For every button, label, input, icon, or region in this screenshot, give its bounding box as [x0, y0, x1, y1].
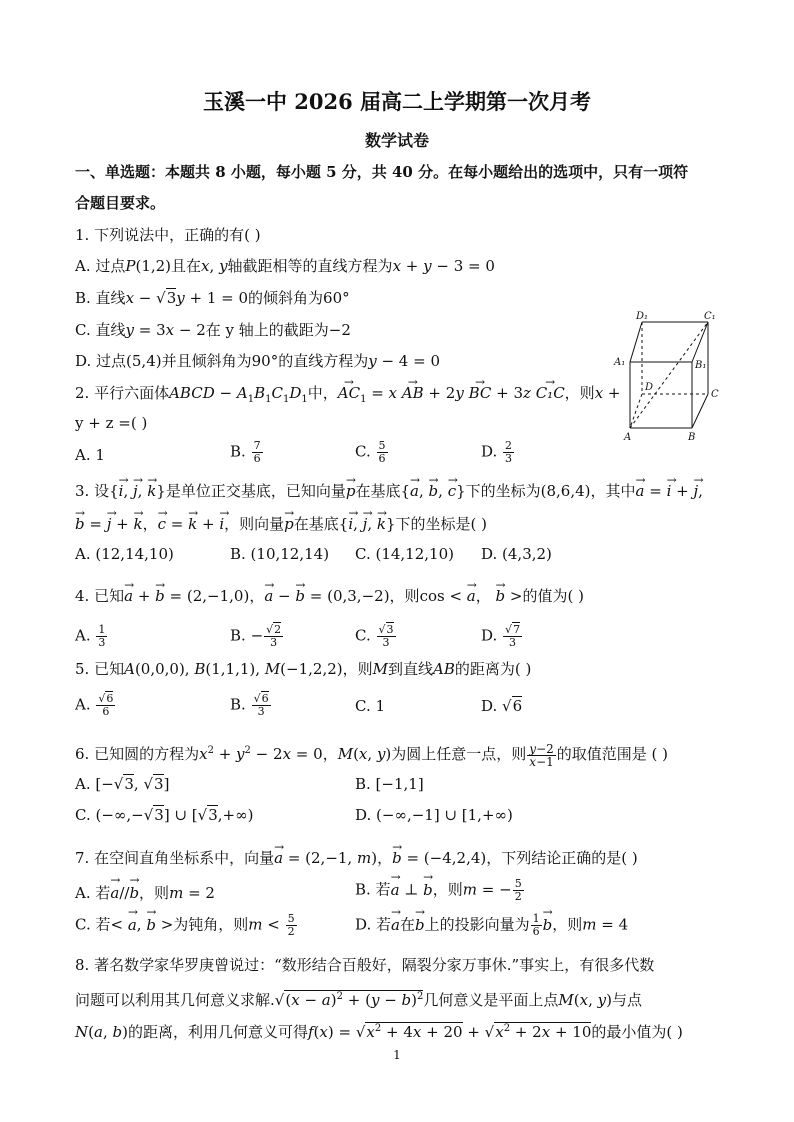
diagonal-ac1 — [630, 322, 708, 428]
edge-da — [630, 394, 642, 428]
page-subtitle: 数学试卷 — [364, 131, 429, 150]
label-a1: A₁ — [614, 357, 626, 368]
parallelepiped-figure — [612, 310, 722, 450]
q4-stem: 4. 已知→ a + → b = (2,−1,0)，→ a − → b = (0,3,−2)，则cos < → a， → b >的值为( ) — [75, 586, 584, 606]
q4-option-d: D. $\frac{√7}{3}$ — [481, 623, 521, 649]
q1-option-d: D. 过点(5,4)并且倾斜角为90°的直线方程为y − 4 = 0 — [75, 352, 440, 370]
edge-a1d1 — [630, 322, 642, 362]
q6-option-c: C. (−∞,−√3] ∪ [√3,+∞) — [75, 806, 254, 824]
page-title: 玉溪一中 2026 届高二上学期第一次月考 — [202, 89, 592, 114]
q7-stem: 7. 在空间直角坐标系中，向量→ a = (2,−1, m)，→ b = (−4,2,4)，下列结论正确的是( ) — [75, 848, 638, 868]
q4-option-b: B. − $\frac{√2}{3}$ — [230, 623, 282, 649]
q3-option-d: D. (4,3,2) — [481, 545, 552, 563]
q8-stem-line3: N(a, b)的距离，利用几何意义可得$f(x) = √x^2 + 4x + 20 + √x^2 + 2x + 10$的最小值为( ) — [75, 1023, 683, 1041]
page-number: 1 — [393, 1048, 401, 1062]
q1-stem: 1. 下列说法中，正确的有( ) — [75, 226, 261, 244]
q3-option-b: B. (10,12,14) — [230, 545, 330, 563]
section-heading-line1: 一、单选题：本题共 8 小题，每小题 5 分，共 40 分。在每小题给出的选项中，只有一项符 — [75, 163, 689, 181]
label-c1: C₁ — [704, 311, 716, 322]
edge-cb — [692, 394, 708, 428]
section-heading-line2: 合题目要求。 — [75, 194, 166, 212]
q2-option-c: C. $\frac{5}{6}$ — [355, 439, 386, 465]
label-b1: B₁ — [695, 360, 707, 371]
q5-option-b: B. $\frac{√6}{3}$ — [230, 692, 269, 718]
q5-option-d: D. √6 — [481, 697, 523, 715]
q1-option-b: B. 直线x − √3y + 1 = 0的倾斜角为60° — [75, 289, 350, 307]
q4-option-a: A. $\frac{1}{3}$ — [75, 623, 106, 649]
q8-stem-line2: 问题可以利用其几何意义求解$.√(x - a)^2 + (y - b)^2$几何意义是平面上点M(x, y)与点 — [75, 991, 642, 1009]
q6-option-d: D. (−∞,−1] ∪ [1,+∞) — [355, 806, 513, 824]
q5-option-a: A. $\frac{√6}{6}$ — [75, 692, 114, 718]
q3-option-a: A. (12,14,10) — [75, 545, 174, 563]
q2-option-b: B. $\frac{7}{6}$ — [230, 439, 261, 465]
q7-option-c: C. 若< → a, → b >为钝角，则m < $\frac{5}{2}$ — [75, 913, 298, 938]
label-d1: D₁ — [636, 311, 649, 322]
q2-option-d: D. $\frac{2}{3}$ — [481, 439, 513, 465]
q3-option-c: C. (14,12,10) — [355, 545, 454, 563]
q2-stem-line2: y + z =( ) — [75, 414, 148, 432]
q6-stem: 6. 已知圆的方程为$x^2 + y^2 - 2x = 0$，M(x, y)为圆上任意一点，则 $\frac{y-2}{x-1}$ 的取值范围是 ( ) — [75, 741, 669, 769]
label-a: A — [624, 432, 632, 443]
label-c: C — [711, 389, 719, 400]
q5-stem: 5. 已知A(0,0,0), B(1,1,1), M(−1,2,2)，则M到直线AB的距离为( ) — [75, 660, 532, 678]
q7-option-b: B. 若→ a ⊥ → b，则m = − $\frac{5}{2}$ — [355, 878, 525, 903]
q7-option-d: D. 若→ a在→ b上的投影向量为 $\frac{1}{6}$ → b，则m = 4 — [355, 913, 628, 938]
q2-option-a: A. 1 — [75, 446, 105, 464]
q3-stem-line1: 3. 设{→ i, → j, → k}是单位正交基底，已知向量→ p在基底{→ a, → b, → c}下的坐标为(8,6,4)，其中→ a = → i + → j, — [75, 481, 703, 501]
edge-c1b1 — [692, 322, 708, 362]
q6-option-b: B. [−1,1] — [355, 775, 424, 793]
label-d: D — [645, 382, 654, 393]
q5-option-c: C. 1 — [355, 697, 386, 715]
q6-option-a: A. [−√3, √3] — [75, 775, 170, 793]
q2-stem: 2. 平行六面体ABCD − $A_1B_1C_1D_1$中，→ $AC_1 = x$ → AB + 2y → BC + 3z → C₁C，则x + — [75, 383, 621, 410]
q1-option-c: C. 直线y = 3x − 2在 y 轴上的截距为−2 — [75, 321, 351, 339]
q8-stem-line1: 8. 著名数学家华罗庚曾说过：“数形结合百般好，隔裂分家万事休.”事实上，有很多代数 — [75, 956, 655, 974]
q7-option-a: A. 若→ a//→ b，则m = 2 — [75, 882, 215, 903]
q4-option-c: C. $\frac{√3}{3}$ — [355, 623, 394, 649]
q1-option-a: A. 过点P(1,2)且在x, y轴截距相等的直线方程为x + y − 3 = 0 — [75, 257, 495, 275]
label-b: B — [688, 432, 696, 443]
q3-stem-line2: → b = → j + → k，→ c = → k + → i，则向量→ p在基底{→ i, → j, → k}下的坐标是( ) — [75, 514, 487, 534]
